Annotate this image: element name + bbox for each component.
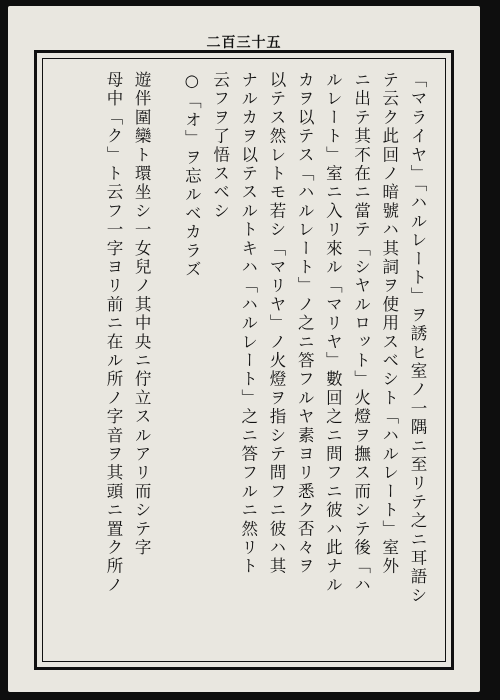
page-number: 二百三十五: [206, 35, 282, 51]
book-page: [8, 6, 480, 692]
text-column: ルレート」室ニ入リ來ル「マリヤ」數回之ニ問フニ彼ハ此ナル: [323, 71, 343, 595]
text-column: 母中「ク」ト云フ一字ヨリ前ニ在ル所ノ字音ヲ其頭ニ置ク所ノ: [103, 71, 123, 595]
text-column: 遊伴圍欒ト環坐シ一女兒ノ其中央ニ佇立スルアリ而シテ字: [132, 71, 152, 558]
text-column: 以テス然レトモ若シ「マリヤ」ノ火燈ヲ指シテ問フニ彼ハ其: [266, 71, 286, 576]
text-column: テ云ク此回ノ暗號ハ其詞ヲ使用スベシト「ハルレート」室外: [379, 71, 399, 576]
text-column: 云フヲ了悟スベシ: [210, 71, 230, 221]
section-heading: ○「オ」ヲ忘ルベカラズ: [182, 71, 202, 280]
text-column: 「マライヤ」「ハルレート」ヲ誘ヒ室ノ一隅ニ至リテ之ニ耳語シ: [408, 71, 427, 606]
body-text: [51, 71, 431, 646]
text-column: ナルカヲ以テスルトキハ「ハルレート」之ニ答フルニ然リト: [238, 71, 258, 576]
text-frame: [34, 50, 454, 670]
text-column: カヲ以テス「ハルレート」ノ之ニ答フルヤ素ヨリ悉ク否々ヲ: [295, 71, 315, 576]
column-gap: [155, 71, 177, 646]
text-column: ニ出テ其不在ニ當テ「シヤルロット」火燈ヲ撫ス而シテ後「ハ: [351, 71, 371, 595]
